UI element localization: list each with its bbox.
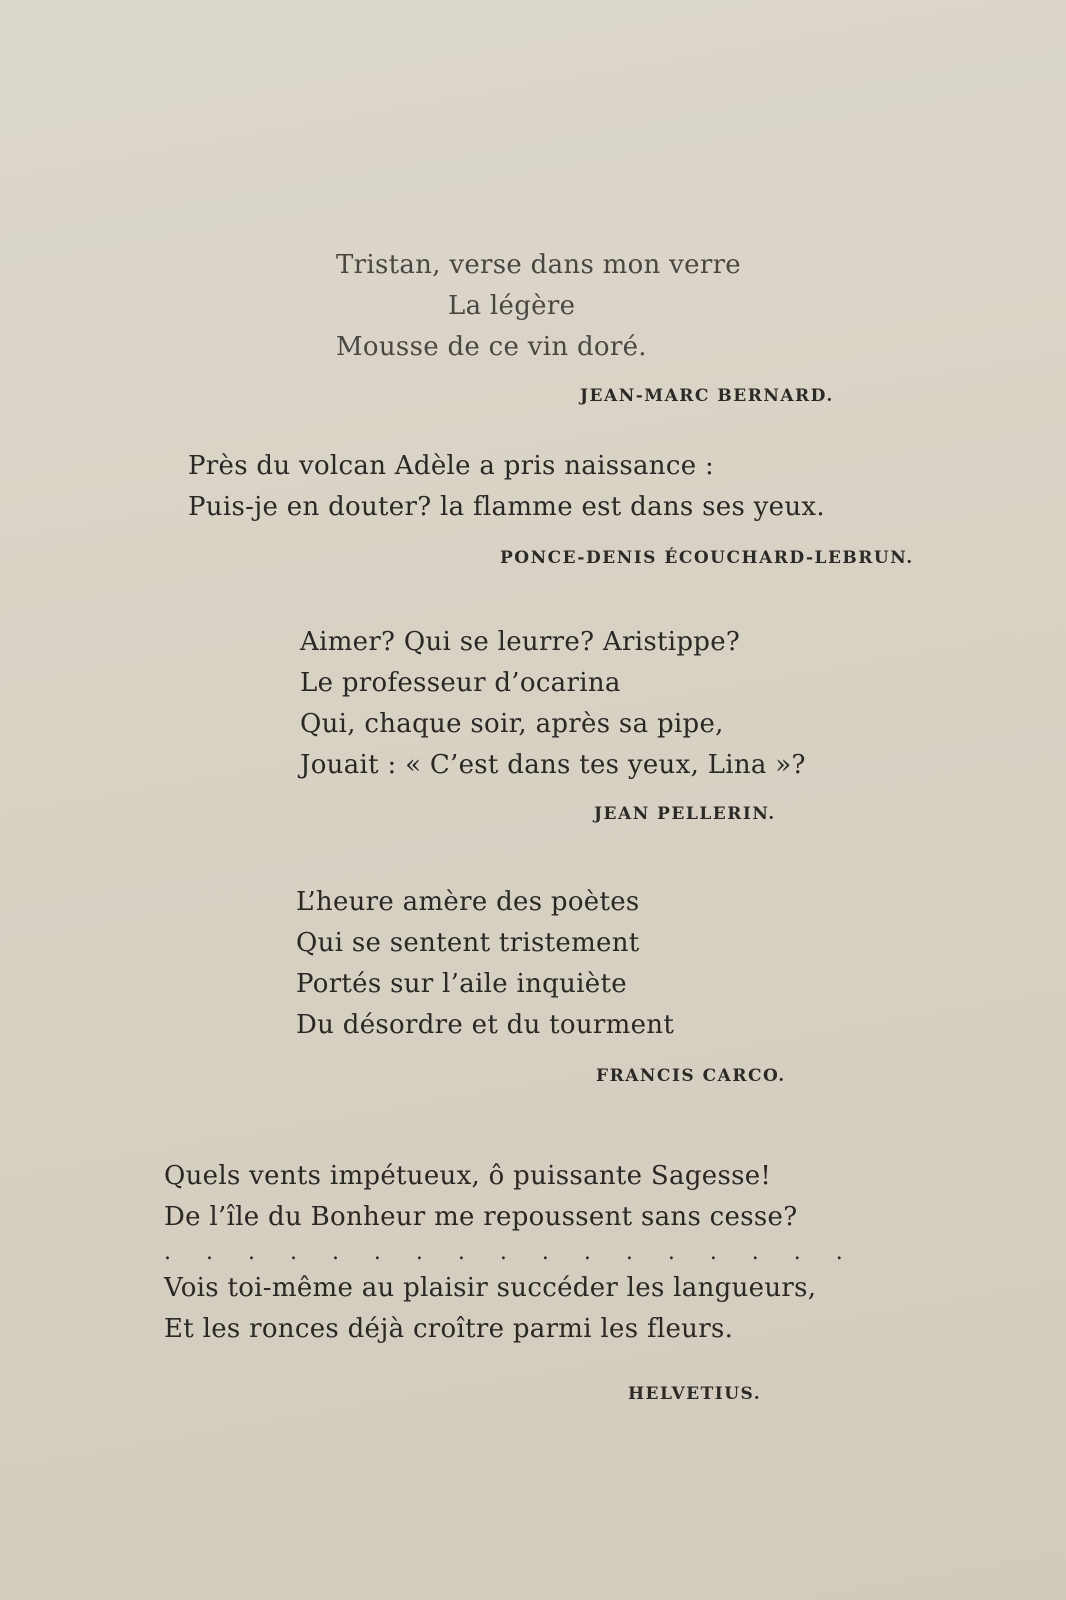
- quote-3-line-3: Qui, chaque soir, après sa pipe,: [300, 709, 724, 739]
- quote-5-ellipsis-row: . . . . . . . . . . . . . . . . .: [164, 1240, 857, 1265]
- quote-4-line-4: Du désordre et du tourment: [296, 1010, 675, 1040]
- quote-1-line-1: Tristan, verse dans mon verre: [336, 250, 741, 280]
- quote-3: [300, 622, 806, 786]
- quote-3-line-4: Jouait : « C’est dans tes yeux, Lina »?: [300, 750, 806, 780]
- quote-2-line-2: Puis-je en douter? la flamme est dans ses yeux.: [188, 492, 825, 522]
- quote-1-line-3: Mousse de ce vin doré.: [336, 332, 647, 362]
- quote-3-author: JEAN PELLERIN.: [594, 804, 776, 824]
- quote-3-line-2: Le professeur d’ocarina: [300, 668, 621, 698]
- quote-1: [336, 245, 741, 368]
- quote-4-line-3: Portés sur l’aile inquiète: [296, 969, 627, 999]
- quote-5-line-2: De l’île du Bonheur me repoussent sans cesse?: [164, 1202, 798, 1232]
- quote-1-line-2: La légère: [448, 291, 576, 321]
- quote-3-line-1: Aimer? Qui se leurre? Aristippe?: [300, 627, 741, 657]
- quote-5-line-4: Vois toi-même au plaisir succéder les langueurs,: [164, 1273, 817, 1303]
- quote-5: [164, 1156, 857, 1350]
- quote-4-line-2: Qui se sentent tristement: [296, 928, 640, 958]
- quote-4-line-1: L’heure amère des poètes: [296, 887, 640, 917]
- quote-2: [188, 446, 825, 528]
- quote-4: [296, 882, 674, 1046]
- quote-2-author: PONCE-DENIS ÉCOUCHARD-LEBRUN.: [500, 548, 914, 568]
- quote-2-line-1: Près du volcan Adèle a pris naissance :: [188, 451, 714, 481]
- quote-5-author: HELVETIUS.: [628, 1384, 762, 1404]
- quote-5-line-1: Quels vents impétueux, ô puissante Sagesse!: [164, 1161, 772, 1191]
- quote-5-line-5: Et les ronces déjà croître parmi les fleurs.: [164, 1314, 734, 1344]
- quote-1-author: JEAN-MARC BERNARD.: [580, 386, 834, 406]
- quote-4-author: FRANCIS CARCO.: [596, 1066, 786, 1086]
